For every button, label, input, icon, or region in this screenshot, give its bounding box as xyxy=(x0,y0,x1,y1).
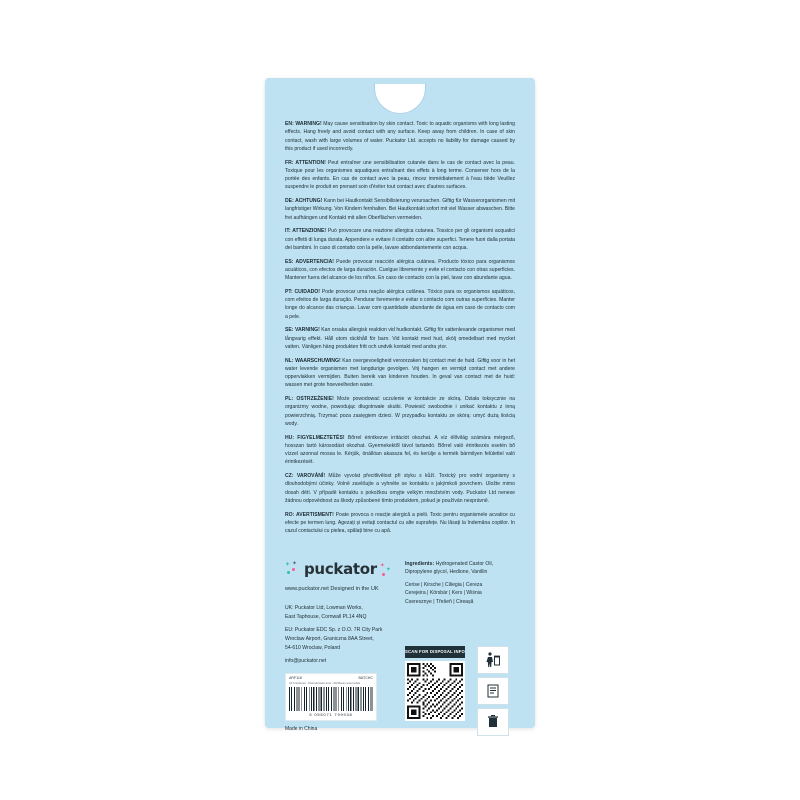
warning-text: Bőrrel érintkezve irritációt okozhat. A víz élővilág számára mérgező, hosszan tartó károsodást okozhat. Gyermekektől távol tartandó. Bőrrel való érintkezés esetén bő vízzel azonnal mossa le. Kérjük, önállóan akassza fel, és kerülje a termék bármilyen felülettel való érintkezését. xyxy=(285,434,516,466)
warning-text: Może powodować uczulenie w kontakcie ze skórą. Działa toksycznie na organizmy wodne, powodując długotrwałe skutki. Powiesić swobodnie i unikać kontaktu z inną powierzchnią. Trzymać poza zasięgiem dzieci. W przypadku kontaktu ze skórą: umyć dużą ilością wody. xyxy=(285,396,515,427)
warning-paragraph xyxy=(285,120,515,153)
warning-text: Může vyvolat přecitlivělost při styku s kůží. Toxický pro vodní organismy s dlouhodobými účinky. Volně zavěšujte a vyhněte se kontaktu s jakýmkoli povrchem. Uložte mimo dosah dětí. V případě kontaktu s pokožkou omyjte velkým množstvím vody. Puckator Ltd nenese žádnou odpovědnost za škody způsobené tímto produktem, pokud je používán nesprávně. xyxy=(285,473,515,504)
warning-lang-label: SE: VARNING! xyxy=(285,327,320,334)
warning-text: Peut entraîner une sensibilisation cutanée dans le cas de contact avec la peau. Toxique pour les organismes aquatiques entraînant des effets à long terme. Conserver hors de la portée des enfants. En cas de contact avec la peau, rincez immédiatement à l'eau tiède Veuillez suspendre le produit en prenant soin d'éviter tout contact avec d'autres surfaces. xyxy=(285,159,515,191)
warning-paragraph xyxy=(285,357,515,390)
warning-paragraph xyxy=(285,197,515,222)
plastic-bin-icon xyxy=(477,708,509,736)
warning-text: Pode provocar uma reação alérgica cutânea. Tóxico para os organismos aquáticos, com efeitos de larga duração. Pendurar livremente e evitar o contacto com outras superfícies. Manter longe do alcance das crianças. Lavar com quantidade abundante de água em caso de contacto com a pele. xyxy=(285,288,515,320)
warning-lang-label: FR: ATTENTION! xyxy=(285,159,326,166)
warning-paragraph xyxy=(285,395,515,428)
warning-paragraph xyxy=(285,288,515,321)
disposal-pictograms xyxy=(477,646,511,739)
barcode-label xyxy=(285,673,377,721)
recycle-person-bin-icon xyxy=(477,646,509,674)
ingredients-list: Hydrogenated Castor Oil, Dipropylene glycol, Hedione, Vanillin xyxy=(405,561,494,576)
logo-ornament-right-icon: ✦ ✦ xyxy=(380,562,396,578)
product-package-back xyxy=(265,78,535,732)
warning-text: Kan orsaka allergisk reaktion vid hudkontakt. Giftig för vattenlevande organismer med långvarig effekt. Håll utom räckhåll för barn. Vid kontakt med hud, skölj omedelbart med mycket vatten. Vänligen häng produkten fritt och undvik kontakt med andra ytor. xyxy=(285,327,515,350)
address-eu-line3: 54-610 Wroclaw, Poland xyxy=(285,644,341,651)
address-uk-line1: UK: Puckator Ltd, Lowman Works, xyxy=(285,605,363,611)
scent-name-line: Cseresznye | Třešeň | Cireașă xyxy=(405,598,474,605)
warning-text: Poate provoca o reacție alergică a pielii. Toxic pentru organismele acvatice cu efecte pe termen lung. Agezați și evitați contactul cu alte suprafețe. Nu lăsați la îndemâna copiilor. In cazul contactului cu pielea, spălați bine cu apă. xyxy=(285,511,516,534)
warning-paragraph xyxy=(285,258,515,283)
warning-text: Puede provocar reacción alérgica cutánea. Producto tóxico para organismos acuáticos, con efectos de larga duración. Cuelgue libremente y evite el contacto con otras superficies. Mantener fuera del alcance de los niños. En caso de contacto con la piel, lavar con abundante agua. xyxy=(285,258,515,281)
warning-lang-label: IT: ATTENZIONE! xyxy=(285,228,327,235)
ingredients-block xyxy=(405,560,521,606)
warning-text: May cause sensitisation by skin contact. Toxic to aquatic organisms with long lasting effects. Hang freely and avoid contact with any surface. Keep away from children. In case of skin contact, wash with large volumes of water. Puckator Ltd. accepts no liability for damage caused by this product if used incorrectly. xyxy=(285,121,515,152)
hang-hole xyxy=(375,84,425,114)
address-eu-line1: EU: Puckator EDC Sp. z O.O. 7R City Park xyxy=(285,626,383,633)
person-bin-glyph xyxy=(485,651,501,669)
barcode-bars xyxy=(289,687,373,711)
product-code: ARF118 xyxy=(289,676,302,680)
paper-glyph xyxy=(485,683,501,699)
warning-paragraph xyxy=(285,511,515,536)
warning-text: Kan overgevoeligheid veroorzaken bij contact met de huid. Giftig voor in het water levende organismen met langdurige gevolgen. Vrij hangen en vermijd contact met andere oppervlakken vermijden. Buiten bereik van kinderen houden. In geval van contact met de huid: wassen met grote hoeveelheden water. xyxy=(285,357,515,389)
contact-email: info@puckator.net xyxy=(285,657,327,664)
barcode-caption: Air Freshener - Désodorisant auto - Duftbaum automobile xyxy=(289,681,361,685)
ingredients-title: Ingredients: xyxy=(405,561,435,567)
qr-code-icon xyxy=(407,663,463,719)
warning-lang-label: PL: OSTRZEŻENIE! xyxy=(285,396,334,402)
warning-lang-label: EN: WARNING! xyxy=(285,121,322,127)
warning-text: Può provocare una reazione allergica cutanea. Tossico per gli organismi acquatici con effetti di lunga durata. Appendere e evitare il contatto con altre superfici. Tenere fuori dalla portata dei bambini. In caso di contatto con la pelle, lavare abbondantemente con acqua. xyxy=(285,228,516,251)
qr-code[interactable] xyxy=(405,661,465,721)
warning-lang-label: PT: CUIDADO! xyxy=(285,288,320,295)
website-text: www.puckator.net Designed in the UK xyxy=(285,586,379,592)
made-in-text: Made in China xyxy=(285,726,318,732)
batch-code: BATCHC xyxy=(358,676,373,680)
scent-name-line: Cerejeira | Körsbär | Kers | Wiśnia xyxy=(405,590,482,597)
warning-paragraph xyxy=(285,326,515,351)
warning-lang-label: RO: AVERTISMENT! xyxy=(285,511,334,518)
package-footer xyxy=(265,548,535,732)
barcode-digits: 5 055071 799938 xyxy=(309,712,353,717)
brand-name: puckator xyxy=(304,560,377,578)
warning-lang-label: ES: ADVERTENCIA! xyxy=(285,258,334,265)
company-address-block xyxy=(285,604,382,665)
scan-for-disposal-label: SCAN FOR DISPOSAL INFO xyxy=(405,646,465,658)
multilingual-warning-block xyxy=(285,120,515,541)
warning-paragraph xyxy=(285,472,515,505)
logo-ornament-icon: ✦ ✦ xyxy=(285,562,301,578)
warning-text: Kann bei Hautkontakt Sensibilisierung verursachen. Giftig für Wasserorganismen mit langfristiger Wirkung. Von Kindern fernhalten. Bei Hautkontakt sofort mit viel Wasser abwaschen. Bitte frei aufhängen und Kontakt mit allen Oberflächen vermeiden. xyxy=(285,198,515,221)
warning-paragraph xyxy=(285,159,515,192)
brand-logo xyxy=(285,560,405,578)
address-eu-line2: Wroclaw Airport, Graniczna 8AA Street, xyxy=(285,635,374,642)
bin-glyph xyxy=(485,714,501,730)
warning-lang-label: HU: FIGYELMEZTETÉS! xyxy=(285,434,345,441)
warning-lang-label: CZ: VAROVÁNÍ! xyxy=(285,473,326,479)
warning-lang-label: DE: ACHTUNG! xyxy=(285,198,323,204)
address-uk-line2: East Taphouse, Cornwall PL14 4NQ xyxy=(285,613,367,620)
warning-lang-label: NL: WAARSCHUWING! xyxy=(285,357,341,364)
paper-recycle-icon xyxy=(477,677,509,705)
warning-paragraph xyxy=(285,434,515,467)
warning-paragraph xyxy=(285,227,515,252)
scent-name-line: Cerise | Kirsche | Ciliegia | Cereza xyxy=(405,581,483,588)
disposal-info-block xyxy=(405,646,515,721)
